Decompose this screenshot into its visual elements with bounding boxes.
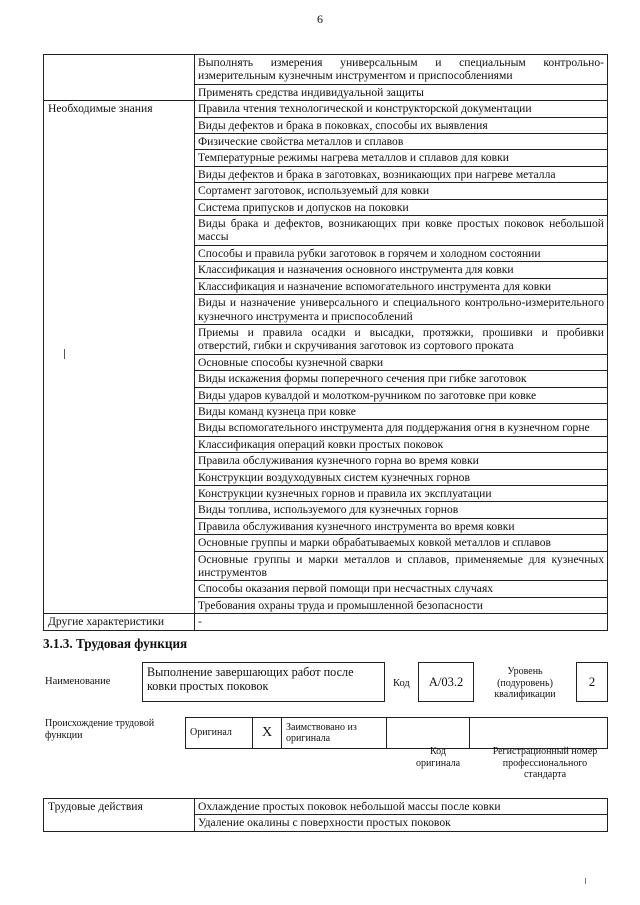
table-row: [44, 799, 608, 815]
knowledge-item: Физические свойства металлов и сплавов: [195, 134, 608, 150]
level-value: 2: [588, 674, 596, 689]
borrowed-label: Заимствовано из оригинала: [286, 721, 357, 744]
origin-label: Происхождение трудовой функции: [45, 718, 155, 741]
skill-item: Выполнять измерения универсальным и специальным контрольно-измерительным кузнечным инструментом и приспособлениями: [195, 55, 608, 85]
knowledge-item: Конструкции воздуходувных систем кузнечных горнов: [195, 469, 608, 485]
origin-reg-cell: [470, 718, 608, 749]
section-title: 3.1.3. Трудовая функция: [43, 636, 188, 651]
knowledge-item: Система припусков и допусков на поковки: [195, 199, 608, 215]
knowledge-item: Основные группы и марки металлов и сплавов, применяемые для кузнечных инструментов: [195, 551, 608, 581]
original-mark: X: [253, 718, 282, 749]
original-cell: [186, 718, 253, 749]
knowledge-item: Виды дефектов и брака в заготовках, возникающих при нагреве металла: [195, 166, 608, 182]
knowledge-item: Правила чтения технологической и конструкторской документации: [195, 101, 608, 117]
knowledge-item: Температурные режимы нагрева металлов и сплавов для ковки: [195, 150, 608, 166]
knowledge-item: Виды топлива, используемого для кузнечных горнов: [195, 502, 608, 518]
other-label: Другие характеристики: [44, 614, 195, 630]
skills-label-cell: [44, 55, 195, 101]
table-row: [44, 101, 608, 117]
origin-code-cell: [387, 718, 470, 749]
page-number: 6: [317, 12, 323, 26]
level-label: Уровень (подуровень) квалификации: [494, 666, 556, 700]
knowledge-table: [43, 54, 608, 631]
table-row: [44, 614, 608, 630]
function-name-box: [142, 662, 385, 702]
level-box: [576, 662, 608, 702]
knowledge-item: Виды брака и дефектов, возникающих при ковке простых поковок небольшой массы: [195, 216, 608, 246]
knowledge-item: Виды и назначение универсального и специального контрольно-измерительного кузнечного инструмента и приспособлений: [195, 295, 608, 325]
code-value: A/03.2: [428, 674, 464, 689]
knowledge-item: Виды искажения формы поперечного сечения при гибке заготовок: [195, 371, 608, 387]
knowledge-item: Основные группы и марки обрабатываемых ковкой металлов и сплавов: [195, 535, 608, 551]
knowledge-item: Виды дефектов и брака в поковках, способы их выявления: [195, 117, 608, 133]
knowledge-item: Виды ударов кувалдой и молотком-ручником по заготовке при ковке: [195, 387, 608, 403]
margin-mark-bottom: [585, 878, 586, 884]
code-caption: Код оригинала: [415, 746, 461, 769]
knowledge-item: Способы оказания первой помощи при несчастных случаях: [195, 581, 608, 597]
action-item: Охлаждение простых поковок небольшой массы после ковки: [195, 799, 608, 815]
action-item: Удаление окалины с поверхности простых поковок: [195, 815, 608, 831]
knowledge-item: Классификация и назначения основного инструмента для ковки: [195, 262, 608, 278]
knowledge-item: Виды вспомогательного инструмента для поддержания огня в кузнечном горне: [195, 420, 608, 436]
knowledge-item: Правила обслуживания кузнечного горна во время ковки: [195, 453, 608, 469]
knowledge-item: Способы и правила рубки заготовок в горячем и холодном состоянии: [195, 245, 608, 261]
original-label: Оригинал: [190, 727, 232, 739]
function-name-value: Выполнение завершающих работ после ковки простых поковок: [147, 665, 354, 693]
table-row: [44, 55, 608, 85]
actions-table: [43, 798, 608, 832]
skill-item: Применять средства индивидуальной защиты: [195, 84, 608, 100]
reg-caption: Регистрационный номер профессионального стандарта: [492, 746, 598, 780]
actions-label: Трудовые действия: [44, 799, 195, 832]
knowledge-label: Необходимые знания: [44, 101, 195, 614]
knowledge-item: Сортамент заготовок, используемый для ковки: [195, 183, 608, 199]
knowledge-item: Виды команд кузнеца при ковке: [195, 403, 608, 419]
borrowed-cell: [282, 718, 387, 749]
knowledge-item: Конструкции кузнечных горнов и правила их эксплуатации: [195, 485, 608, 501]
code-box: [418, 662, 474, 702]
knowledge-item: Правила обслуживания кузнечного инструмента во время ковки: [195, 518, 608, 534]
name-label: Наименование: [45, 676, 111, 687]
knowledge-item: Классификация и назначение вспомогательного инструмента для ковки: [195, 278, 608, 294]
origin-table: [185, 717, 608, 749]
other-value: -: [195, 614, 608, 630]
knowledge-item: Основные способы кузнечной сварки: [195, 354, 608, 370]
code-label: Код: [393, 678, 410, 689]
knowledge-item: Классификация операций ковки простых поковок: [195, 436, 608, 452]
knowledge-item: Приемы и правила осадки и высадки, протяжки, прошивки и пробивки отверстий, гибки и скручивания заготовок из сортового проката: [195, 324, 608, 354]
knowledge-item: Требования охраны труда и промышленной безопасности: [195, 597, 608, 613]
